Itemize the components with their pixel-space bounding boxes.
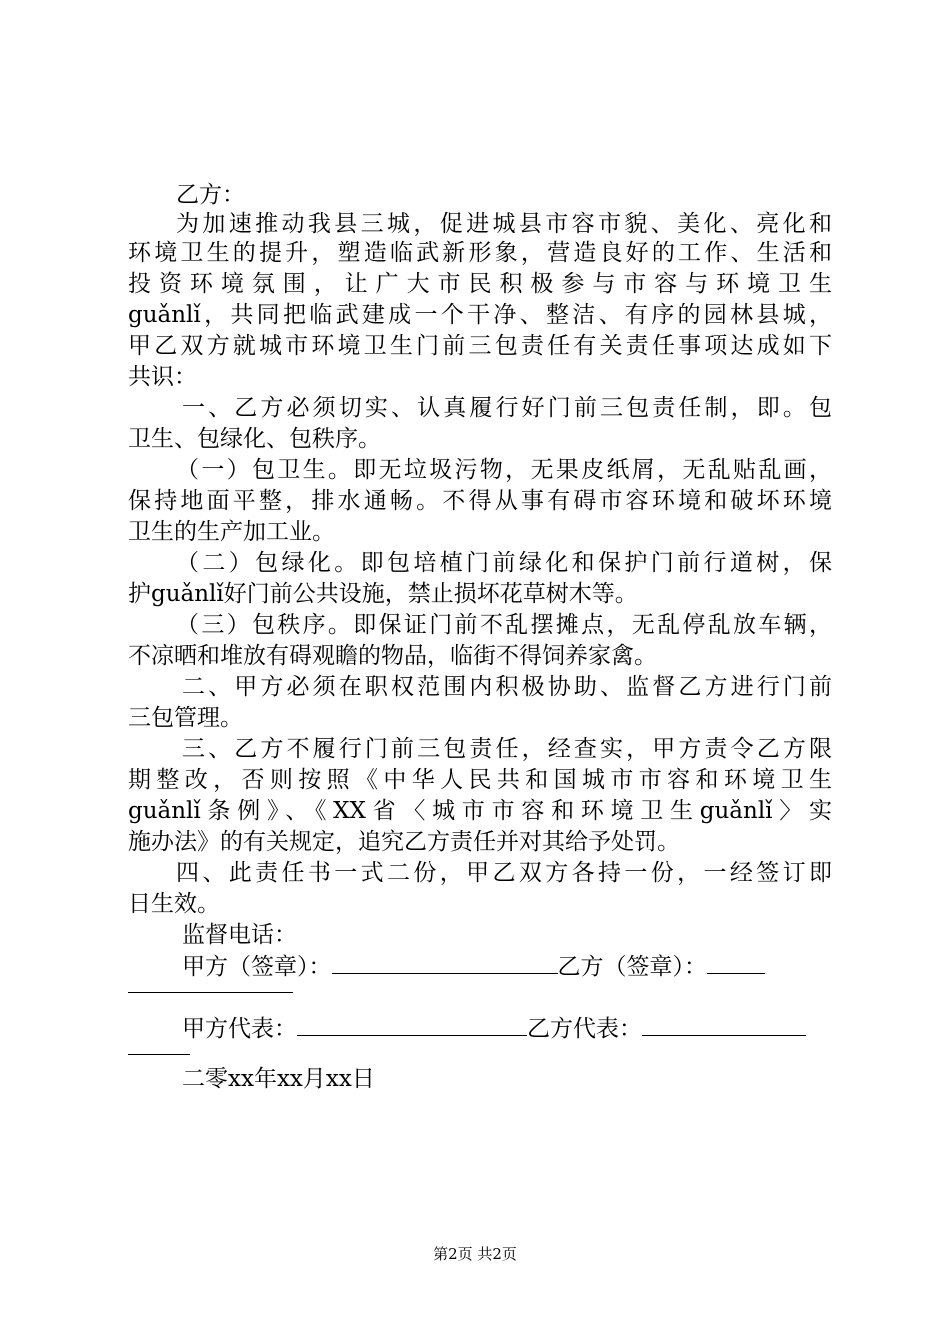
clause-sanitation-line: （一）包卫生。即无垃圾污物，无果皮纸屑，无乱贴乱画， [176, 457, 832, 483]
page-number: 第2页 共2页 [433, 1245, 517, 1263]
clause-order-line: （三）包秩序。即保证门前不乱摆摊点，无乱停乱放车辆， [176, 612, 832, 638]
paragraph-line: 为加速推动我县三城，促进城县市容市貌、美化、亮化和 [176, 211, 832, 237]
clause-order-line: 不凉晒和堆放有碍观瞻的物品，临街不得饲养家禽。 [128, 643, 657, 669]
paragraph-line: guǎnlǐ，共同把临武建成一个干净、整洁、有序的园林县城， [128, 302, 832, 328]
signing-date: 二零xx年xx月xx日 [182, 1066, 375, 1092]
clause-greening-line: （二）包绿化。即包培植门前绿化和保护门前行道树，保 [176, 550, 832, 576]
clause-greening-line: 护guǎnlǐ好门前公共设施，禁止损坏花草树木等。 [128, 581, 638, 607]
party-b-seal-blank-continued [128, 972, 293, 993]
party-b-rep-label: 乙方代表： [527, 1016, 642, 1042]
party-a-rep-label: 甲方代表： [182, 1016, 297, 1042]
paragraph-line: 甲乙双方就城市环境卫生门前三包责任有关责任事项达成如下 [128, 333, 832, 359]
paragraph-line: 环境卫生的提升，塑造临武新形象，营造良好的工作、生活和 [128, 240, 832, 266]
party-a-seal-blank [332, 951, 558, 974]
clause-four-line: 日生效。 [128, 891, 220, 917]
clause-three-line: 期整改，否则按照《中华人民共和国城市市容和环境卫生 [128, 767, 832, 793]
paragraph-line: 投资环境氛围，让广大市民积极参与市容与环境卫生 [128, 271, 832, 297]
clause-sanitation-line: 保持地面平整，排水通畅。不得从事有碍市容环境和破坏环境 [128, 488, 832, 514]
clause-three-line: 施办法》的有关规定，追究乙方责任并对其给予处罚。 [128, 829, 680, 855]
party-b-heading: 乙方： [176, 182, 245, 208]
representative-row [182, 1013, 832, 1044]
party-b-seal-label: 乙方（签章）： [557, 954, 707, 980]
paragraph-line: 共识： [128, 364, 197, 390]
party-a-rep-blank [297, 1013, 527, 1036]
party-a-seal-label: 甲方（签章）： [182, 954, 332, 980]
clause-three-line: guǎnlǐ条例》、《XX省〈城市市容和环境卫生guǎnlǐ〉实 [128, 798, 832, 824]
clause-three-line: 三、乙方不履行门前三包责任，经查实，甲方责令乙方限 [182, 736, 832, 762]
clause-sanitation-line: 卫生的生产加工业。 [128, 519, 335, 545]
party-b-seal-blank [707, 951, 765, 974]
clause-one-line: 卫生、包绿化、包秩序。 [128, 426, 381, 452]
party-b-rep-blank [642, 1013, 806, 1036]
clause-one-line: 一、乙方必须切实、认真履行好门前三包责任制，即。包 [182, 395, 832, 421]
supervision-phone-label: 监督电话： [182, 922, 297, 948]
party-b-rep-blank-continued [128, 1034, 190, 1055]
clause-two-line: 三包管理。 [128, 705, 243, 731]
clause-four-line: 四、此责任书一式二份，甲乙双方各持一份，一经签订即 [176, 860, 832, 886]
clause-two-line: 二、甲方必须在职权范围内积极协助、监督乙方进行门前 [182, 674, 832, 700]
